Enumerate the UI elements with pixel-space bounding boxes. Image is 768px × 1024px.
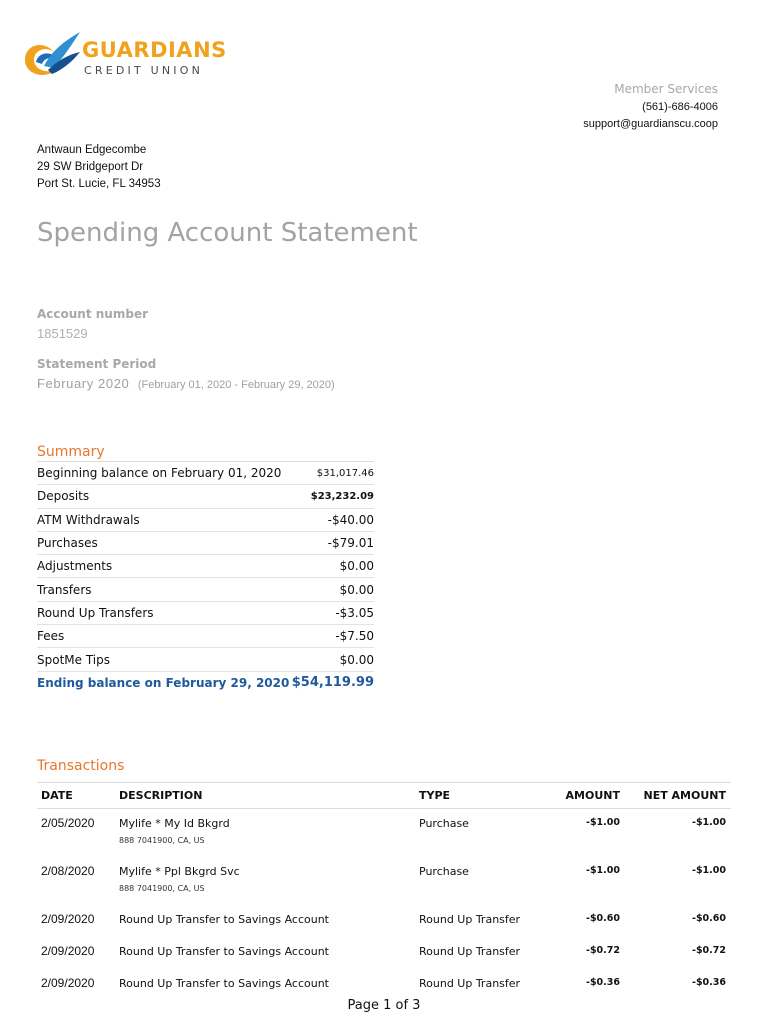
tx-description: Mylife * My Id Bkgrd bbox=[119, 817, 230, 830]
summary-row bbox=[37, 625, 374, 648]
statement-period-month: February 2020 bbox=[37, 376, 130, 391]
summary-row-label: Round Up Transfers bbox=[37, 601, 291, 624]
table-row bbox=[37, 857, 731, 905]
tx-date: 2/09/2020 bbox=[41, 912, 95, 926]
member-services-phone: (561)-686-4006 bbox=[642, 101, 718, 113]
transactions-title: Transactions bbox=[37, 758, 125, 774]
member-services-title: Member Services bbox=[614, 82, 718, 96]
summary-row-amount: $23,232.09 bbox=[291, 485, 374, 508]
tx-net-amount: -$0.72 bbox=[692, 945, 726, 956]
summary-title: Summary bbox=[37, 444, 105, 460]
tx-type: Round Up Transfer bbox=[419, 945, 521, 958]
summary-row bbox=[37, 601, 374, 624]
col-header-type: TYPE bbox=[415, 783, 535, 809]
summary-row-amount: $31,017.46 bbox=[291, 462, 374, 485]
statement-period-value bbox=[37, 375, 335, 393]
tx-date: 2/08/2020 bbox=[41, 864, 95, 878]
summary-row-label: Beginning balance on February 01, 2020 bbox=[37, 462, 291, 485]
page-number: Page 1 of 3 bbox=[347, 998, 421, 1013]
summary-row bbox=[37, 462, 374, 485]
member-services-email: support@guardianscu.coop bbox=[583, 118, 718, 130]
mailing-address bbox=[37, 142, 161, 193]
col-header-date: DATE bbox=[37, 783, 115, 809]
tx-date: 2/09/2020 bbox=[41, 944, 95, 958]
tx-description: Round Up Transfer to Savings Account bbox=[119, 945, 329, 958]
transactions-table bbox=[37, 782, 731, 1001]
tx-description: Mylife * Ppl Bkgrd Svc bbox=[119, 865, 240, 878]
summary-row-amount: $0.00 bbox=[291, 648, 374, 671]
tx-net-amount: -$1.00 bbox=[692, 865, 726, 876]
tx-description: Round Up Transfer to Savings Account bbox=[119, 977, 329, 990]
summary-row bbox=[37, 531, 374, 554]
summary-row-amount: -$3.05 bbox=[291, 601, 374, 624]
logo-subname: CREDIT UNION bbox=[84, 64, 204, 77]
account-number-value: 1851529 bbox=[37, 326, 88, 341]
col-header-net-amount: NET AMOUNT bbox=[625, 783, 731, 809]
summary-row-label: Adjustments bbox=[37, 555, 291, 578]
document-title: Spending Account Statement bbox=[37, 218, 418, 248]
tx-description-cell bbox=[115, 857, 415, 905]
summary-ending-row bbox=[37, 671, 374, 694]
address-name: Antwaun Edgecombe bbox=[37, 144, 147, 156]
tx-net-amount: -$0.36 bbox=[692, 977, 726, 988]
tx-type: Round Up Transfer bbox=[419, 913, 521, 926]
guardians-logo bbox=[22, 30, 227, 82]
summary-row-label: Fees bbox=[37, 625, 291, 648]
transactions-header-row bbox=[37, 783, 731, 809]
summary-row bbox=[37, 555, 374, 578]
tx-merchant-location: 888 7041900, CA, US bbox=[119, 884, 205, 893]
tx-description-cell bbox=[115, 809, 415, 858]
tx-description: Round Up Transfer to Savings Account bbox=[119, 913, 329, 926]
tx-amount: -$0.72 bbox=[586, 945, 620, 956]
tx-date: 2/09/2020 bbox=[41, 976, 95, 990]
table-row bbox=[37, 969, 731, 1001]
account-number-label: Account number bbox=[37, 307, 148, 321]
summary-row-label: SpotMe Tips bbox=[37, 648, 291, 671]
summary-table bbox=[37, 461, 374, 694]
col-header-amount: AMOUNT bbox=[535, 783, 625, 809]
tx-net-amount: -$0.60 bbox=[692, 913, 726, 924]
logo-name: GUARDIANS bbox=[82, 38, 227, 62]
tx-type: Purchase bbox=[419, 865, 469, 878]
summary-row bbox=[37, 648, 374, 671]
tx-amount: -$0.36 bbox=[586, 977, 620, 988]
summary-row-amount: -$79.01 bbox=[291, 531, 374, 554]
statement-period-label: Statement Period bbox=[37, 357, 157, 371]
address-street: 29 SW Bridgeport Dr bbox=[37, 161, 144, 173]
tx-net-amount: -$1.00 bbox=[692, 817, 726, 828]
table-row bbox=[37, 905, 731, 937]
address-city: Port St. Lucie, FL 34953 bbox=[37, 178, 161, 190]
tx-merchant-location: 888 7041900, CA, US bbox=[119, 836, 205, 845]
tx-amount: -$1.00 bbox=[586, 817, 620, 828]
tx-date: 2/05/2020 bbox=[41, 816, 95, 830]
logo-wing-icon bbox=[22, 30, 82, 82]
statement-period-range: (February 01, 2020 - February 29, 2020) bbox=[137, 379, 335, 391]
tx-amount: -$1.00 bbox=[586, 865, 620, 876]
ending-balance-amount: $54,119.99 bbox=[291, 671, 374, 694]
summary-row-amount: -$40.00 bbox=[291, 508, 374, 531]
ending-balance-label: Ending balance on February 29, 2020 bbox=[37, 671, 291, 694]
table-row bbox=[37, 809, 731, 858]
summary-row-label: ATM Withdrawals bbox=[37, 508, 291, 531]
summary-row bbox=[37, 508, 374, 531]
tx-amount: -$0.60 bbox=[586, 913, 620, 924]
summary-row-amount: $0.00 bbox=[291, 578, 374, 601]
summary-row-label: Transfers bbox=[37, 578, 291, 601]
tx-type: Purchase bbox=[419, 817, 469, 830]
col-header-description: DESCRIPTION bbox=[115, 783, 415, 809]
tx-type: Round Up Transfer bbox=[419, 977, 521, 990]
summary-row-label: Deposits bbox=[37, 485, 291, 508]
summary-row-label: Purchases bbox=[37, 531, 291, 554]
summary-row bbox=[37, 578, 374, 601]
table-row bbox=[37, 937, 731, 969]
summary-row-amount: $0.00 bbox=[291, 555, 374, 578]
summary-row-amount: -$7.50 bbox=[291, 625, 374, 648]
member-services bbox=[583, 82, 718, 135]
summary-row bbox=[37, 485, 374, 508]
